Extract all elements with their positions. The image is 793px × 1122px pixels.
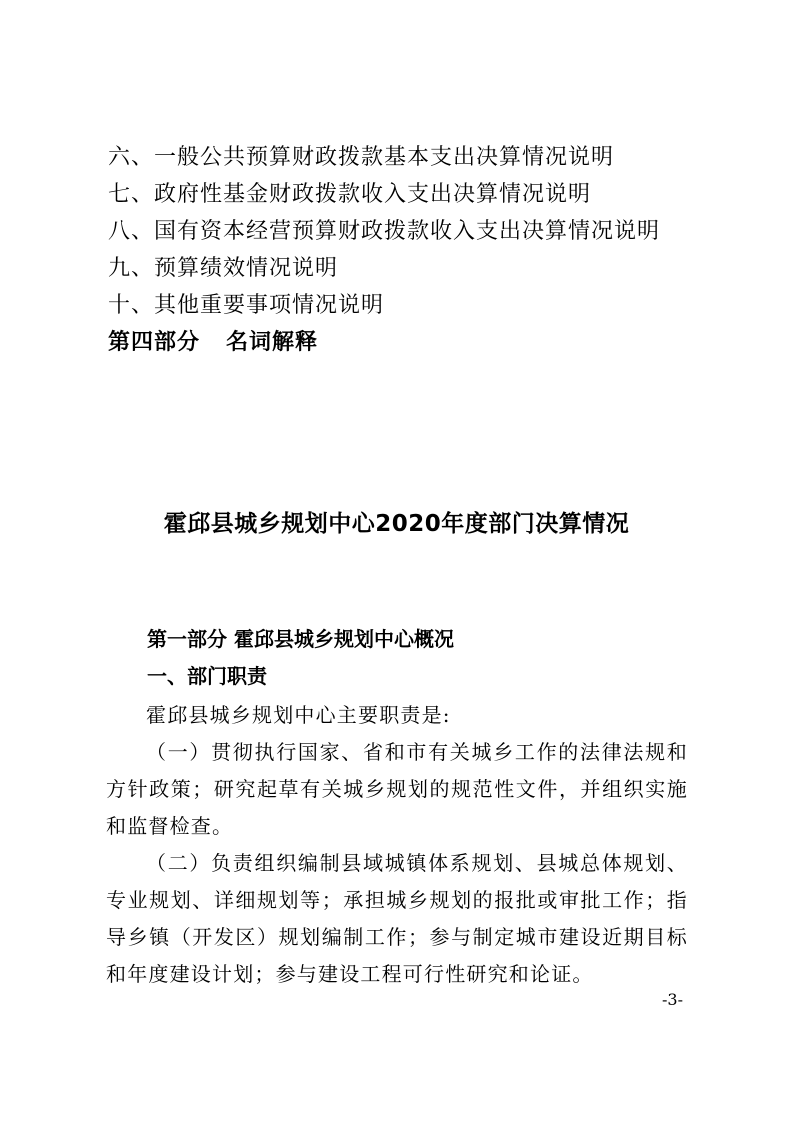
document-title: 霍邱县城乡规划中心2020年度部门决算情况 — [163, 511, 630, 537]
toc-item-10: 十、其他重要事项情况说明 — [108, 293, 385, 318]
toc-item-7: 七、政府性基金财政拨款收入支出决算情况说明 — [108, 182, 592, 207]
section-one-heading: 一、部门职责 — [147, 664, 267, 688]
page-number: -3- — [662, 990, 683, 1009]
toc-item-9: 九、预算绩效情况说明 — [108, 256, 339, 281]
paragraph-intro: 霍邱县城乡规划中心主要职责是: — [146, 703, 451, 727]
toc-item-8: 八、国有资本经营预算财政拨款收入支出决算情况说明 — [108, 219, 661, 244]
part-one-heading: 第一部分 霍邱县城乡规划中心概况 — [147, 627, 454, 651]
toc-item-6: 六、一般公共预算财政拨款基本支出决算情况说明 — [108, 145, 615, 170]
toc-part-four: 第四部分 名词解释 — [108, 330, 318, 355]
body-text — [106, 697, 688, 993]
paragraph-duty-1: （一）贯彻执行国家、省和市有关城乡工作的法律法规和方针政策；研究起草有关城乡规划的规范性文件，并组织实施和监督检查。 — [106, 740, 688, 838]
paragraph-duty-2: （二）负责组织编制县域城镇体系规划、县城总体规划、专业规划、详细规划等；承担城乡规划的报批或审批工作；指导乡镇（开发区）规划编制工作；参与制定城市建设近期目标和年度建设计划；参与建设工程可行性研究和论证。 — [106, 851, 688, 986]
